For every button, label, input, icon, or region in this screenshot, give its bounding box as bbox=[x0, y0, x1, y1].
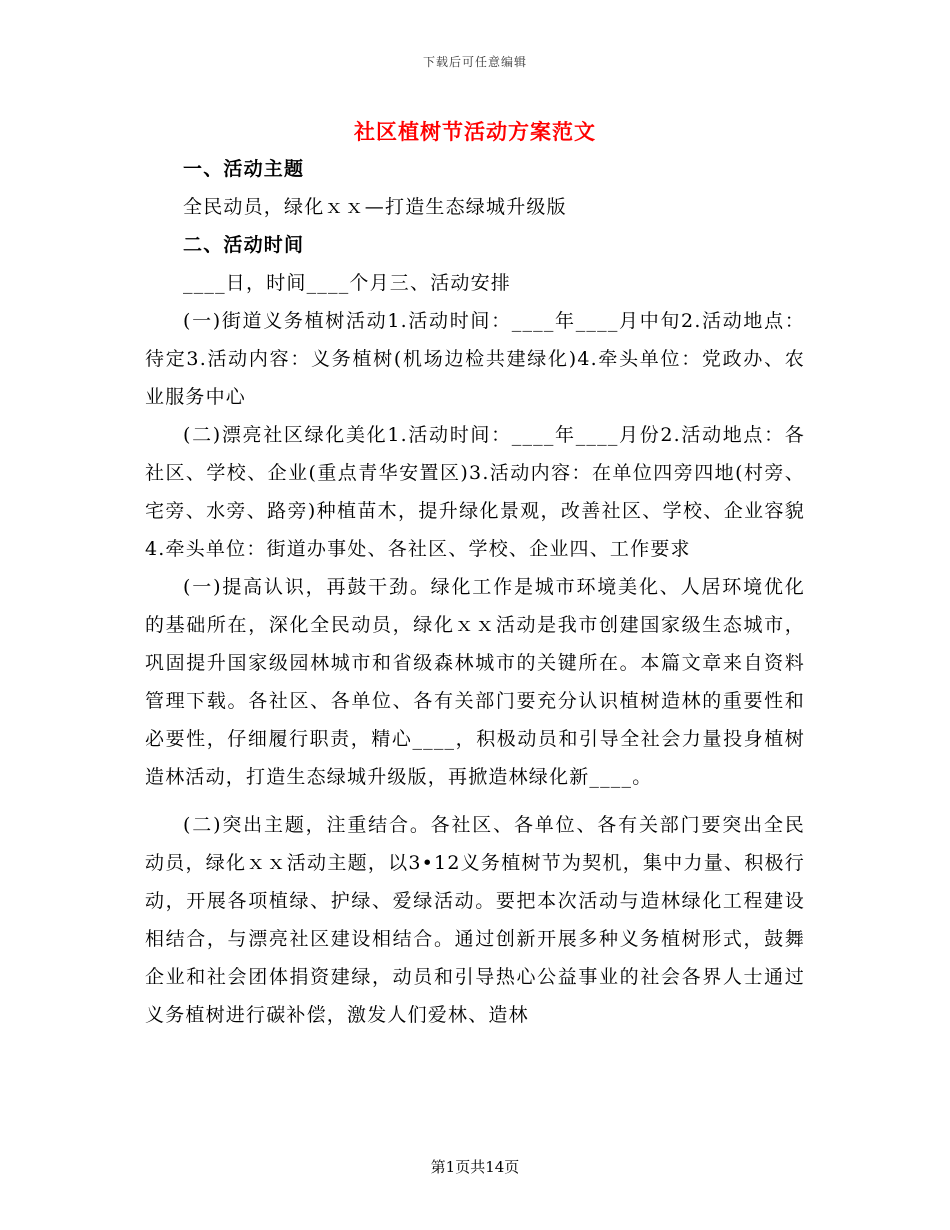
document-title: 社区植树节活动方案范文 bbox=[354, 119, 596, 144]
section-heading-theme: 一、活动主题 bbox=[183, 158, 305, 180]
arrangement-community-greening: (二)漂亮社区绿化美化1.活动时间：____年____月份2.活动地点：各社区、学校、企业(重点青华安置区)3.活动内容：在单位四旁四地(村旁、宅旁、水旁、路旁)种植苗木，提升绿化景观，改善社区、学校、企业容貌4.牵头单位：街道办事处、各社区、学校、企业四、工作要求 bbox=[145, 424, 805, 560]
arrangement-street-planting: (一)街道义务植树活动1.活动时间：____年____月中旬2.活动地点：待定3.活动内容：义务植树(机场边检共建绿化)4.牵头单位：党政办、农业服务中心 bbox=[145, 310, 805, 408]
section-heading-time: 二、活动时间 bbox=[183, 234, 305, 256]
requirement-theme-focus: (二)突出主题，注重结合。各社区、各单位、各有关部门要突出全民动员，绿化ｘｘ活动主题，以3•12义务植树节为契机，集中力量、积极行动，开展各项植绿、护绿、爱绿活动。要把本次活动与造林绿化工程建设相结合，与漂亮社区建设相结合。通过创新开展多种义务植树形式，鼓舞企业和社会团体捐资建绿，动员和引导热心公益事业的社会各界人士通过义务植树进行碳补偿，激发人们爱林、造林 bbox=[145, 814, 805, 1026]
page-number-footer: 第1页共14页 bbox=[430, 1158, 520, 1176]
page-header-note: 下载后可任意编辑 bbox=[422, 55, 527, 69]
time-text: ____日，时间____个月三、活动安排 bbox=[183, 272, 512, 294]
requirement-awareness: (一)提高认识，再鼓干劲。绿化工作是城市环境美化、人居环境优化的基础所在，深化全民动员，绿化ｘｘ活动是我市创建国家级生态城市，巩固提升国家级园林城市和省级森林城市的关键所在。本篇文章来自资料管理下载。各社区、各单位、各有关部门要充分认识植树造林的重要性和必要性，仔细履行职责，精心____，积极动员和引导全社会力量投身植树造林活动，打造生态绿城升级版，再掀造林绿化新____。 bbox=[145, 576, 805, 788]
document-body bbox=[145, 150, 805, 1034]
theme-text: 全民动员，绿化ｘｘ—打造生态绿城升级版 bbox=[183, 196, 567, 218]
